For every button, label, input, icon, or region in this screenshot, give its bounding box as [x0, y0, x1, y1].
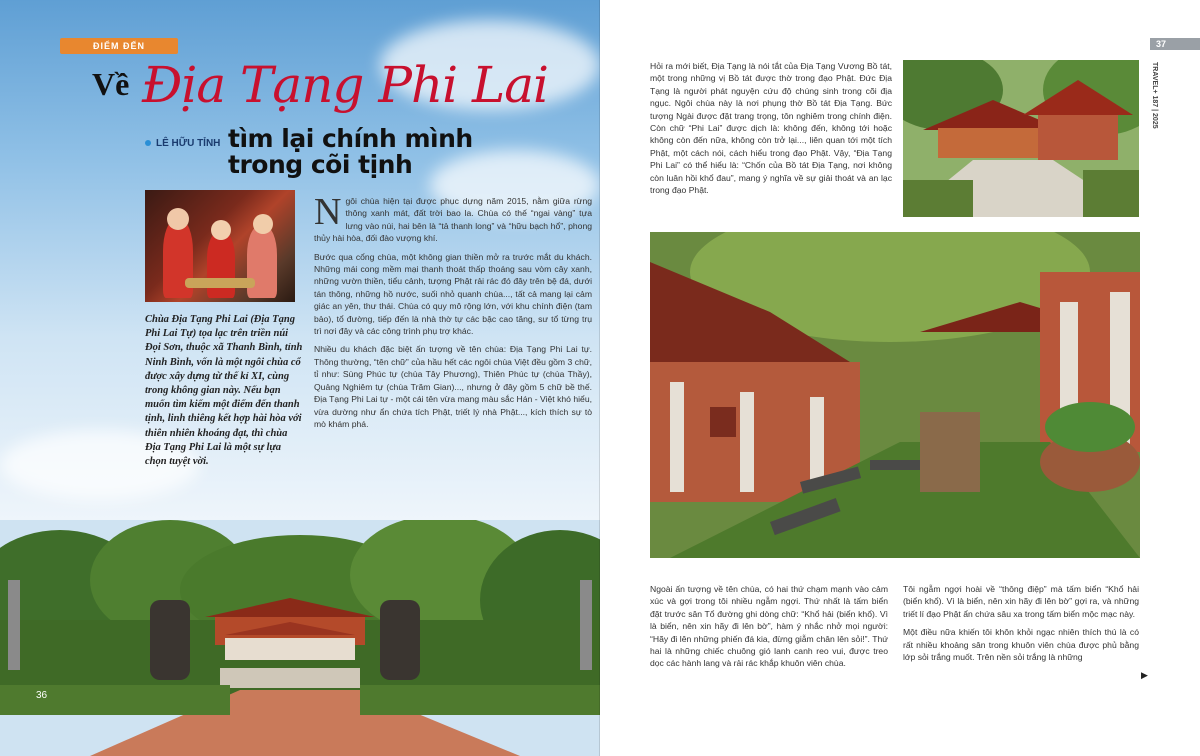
article-body-right-col2: [903, 583, 1139, 669]
photo-caption: Chùa Địa Tạng Phi Lai (Địa Tạng Phi Lai Tự) tọa lạc trên triền núi Đọi Sơn, thuộc xã Thanh Bình, tỉnh Ninh Bình, vốn là một ngôi chùa cổ được xây dựng từ thế kỉ XI, cùng trong không gian này. Nếu bạn muốn tìm kiếm một điểm đến thanh tịnh, linh thiêng kết hợp hài hòa với thiên nhiên khoáng đạt, thì chùa Địa Tạng Phi Lai là một sự lựa chọn tuyệt vời.: [145, 314, 303, 468]
page-number: 37: [1150, 38, 1200, 50]
category-tag: ĐIỂM ĐẾN: [60, 38, 178, 54]
article-body-right-col1: Ngoài ấn tượng về tên chùa, có hai thứ chạm mạnh vào cảm xúc và gợi trong tôi nhiều ngẫm ngợi. Thứ nhất là tấm biển đặt trước sân Tổ đường ghi dòng chữ: “Khổ hải (biển khổ). Vì là biển, nên xin hãy đi lên bờ”, hàm ý nhắc nhở mọi người: “Hãy đi lên những phiến đá kia, đừng giẫm chân lên sỏi!”. Thứ hai là những chiếc chuông gió lanh canh reo vui, được treo dọc các hành lang và rải rác khắp khuôn viên chùa.: [650, 584, 888, 669]
courtyard-photo: [650, 232, 1140, 558]
page-number: 36: [36, 690, 48, 701]
paragraph: Bước qua cổng chùa, một không gian thiền mở ra trước mắt du khách. Những mái cong mềm mại thanh thoát thấp thoáng sau vòm cây xanh, những vườn thiền, tiểu cảnh, tượng Phật rải rác đó đây trên bệ đá, dưới tán thông, những hồ nước, suối nhỏ quanh chùa..., tất cả mang lại cảm giác an yên, thư thái. Chùa có quy mô rộng lớn, với khu chính điện (tam bảo), tổ đường, tiếp đến là nhà thờ tự các bậc cao tăng, sư tổ từng trụ trì nơi đây và các công trình phụ trợ khác.: [314, 251, 592, 337]
article-title: Địa Tạng Phi Lai: [142, 56, 549, 114]
pagoda-photo: [903, 60, 1139, 217]
paragraph: Một điều nữa khiến tôi khôn khỏi ngạc nhiên thích thú là có rất nhiều khoảng sân trong khuôn viên chùa được phủ bằng lớp sỏi trắng muốt. Trên nền sỏi trắng là những: [903, 627, 1139, 663]
monks-photo: [145, 190, 295, 302]
subtitle-line-2: trong cõi tịnh: [228, 150, 413, 179]
article-body-left: [314, 191, 592, 436]
article-subtitle: [228, 126, 473, 178]
article-body-right-top: Hỏi ra mới biết, Địa Tạng là nói tắt của Địa Tạng Vương Bồ tát, một trong những vị Bồ tát được thờ trong đạo Phật. Đức Địa Tạng là người phát nguyện cứu độ chúng sinh trong cõi địa ngục. Ngôi chùa này là nơi phụng thờ Bồ tát Địa Tạng. Bức tượng Ngài được đặt trang trọng, tôn nghiêm trong chính điện. Còn chữ “Phi Lai” được dịch là: không đến, không tới hoặc không còn đến nữa, không còn trở lại..., liên quan tới một tích Phật, một cách nói, cách hiểu trong đạo Phật. Vậy, “Địa Tạng Phi Lai” có thể hiểu là: “Chốn của Bồ tát Địa Tạng, nơi không còn luân hồi khổ đau”, mang ý nghĩa về sự giải thoát và an lạc trong đạo Phật.: [650, 61, 892, 196]
title-prefix: Về: [92, 66, 130, 102]
subtitle-line-1: tìm lại chính mình: [228, 124, 473, 153]
author-name: LÊ HỮU TỈNH: [156, 138, 221, 149]
bullet-icon: [145, 140, 151, 146]
continue-arrow-icon: ▶: [1141, 670, 1148, 680]
paragraph: Tôi ngẫm ngợi hoài về “thông điệp” mà tấm biển “Khổ hải (biển khổ). Vì là biển, nên xin hãy đi lên bờ” gợi ra, và những triết lí đạo Phật ẩn chứa sâu xa trong tấm biển mộc mạc này.: [903, 584, 1139, 619]
temple-gate-photo: [0, 520, 600, 756]
drop-cap: N: [314, 191, 342, 233]
magazine-issue-label: TRAVEL+ 187 | 2025: [1151, 62, 1158, 129]
author-byline: [145, 138, 220, 149]
paragraph: Nhiều du khách đặc biệt ấn tượng về tên chùa: Địa Tạng Phi Lai tự. Thông thường, “tên chữ” của hầu hết các ngôi chùa Việt đều gồm 3 chữ, tỉ như: Sùng Phúc tự (chùa Tây Phương), Thiên Phúc tự (chùa Thầy), Quảng Nghiêm tự (chùa Trăm Gian)..., nhưng ở đây gồm 5 chữ bề thế. Địa Tạng Phi Lai tự - một cái tên vừa mang màu sắc Hán - Việt khó hiểu, vừa dường như ẩn chứa tích Phật, triết lý nhà Phật..., kích thích sự tò mò khám phá.: [314, 344, 592, 429]
paragraph: Ngôi chùa hiện tại được phục dựng năm 2015, nằm giữa rừng thông xanh mát, đất trời bao la. Chùa có thế “ngai vàng” tựa lưng vào núi, hai bên là “tả thanh long” và “hữu bạch hổ”, phong thủy hài hòa, đối đào vượng khí.: [314, 191, 592, 244]
